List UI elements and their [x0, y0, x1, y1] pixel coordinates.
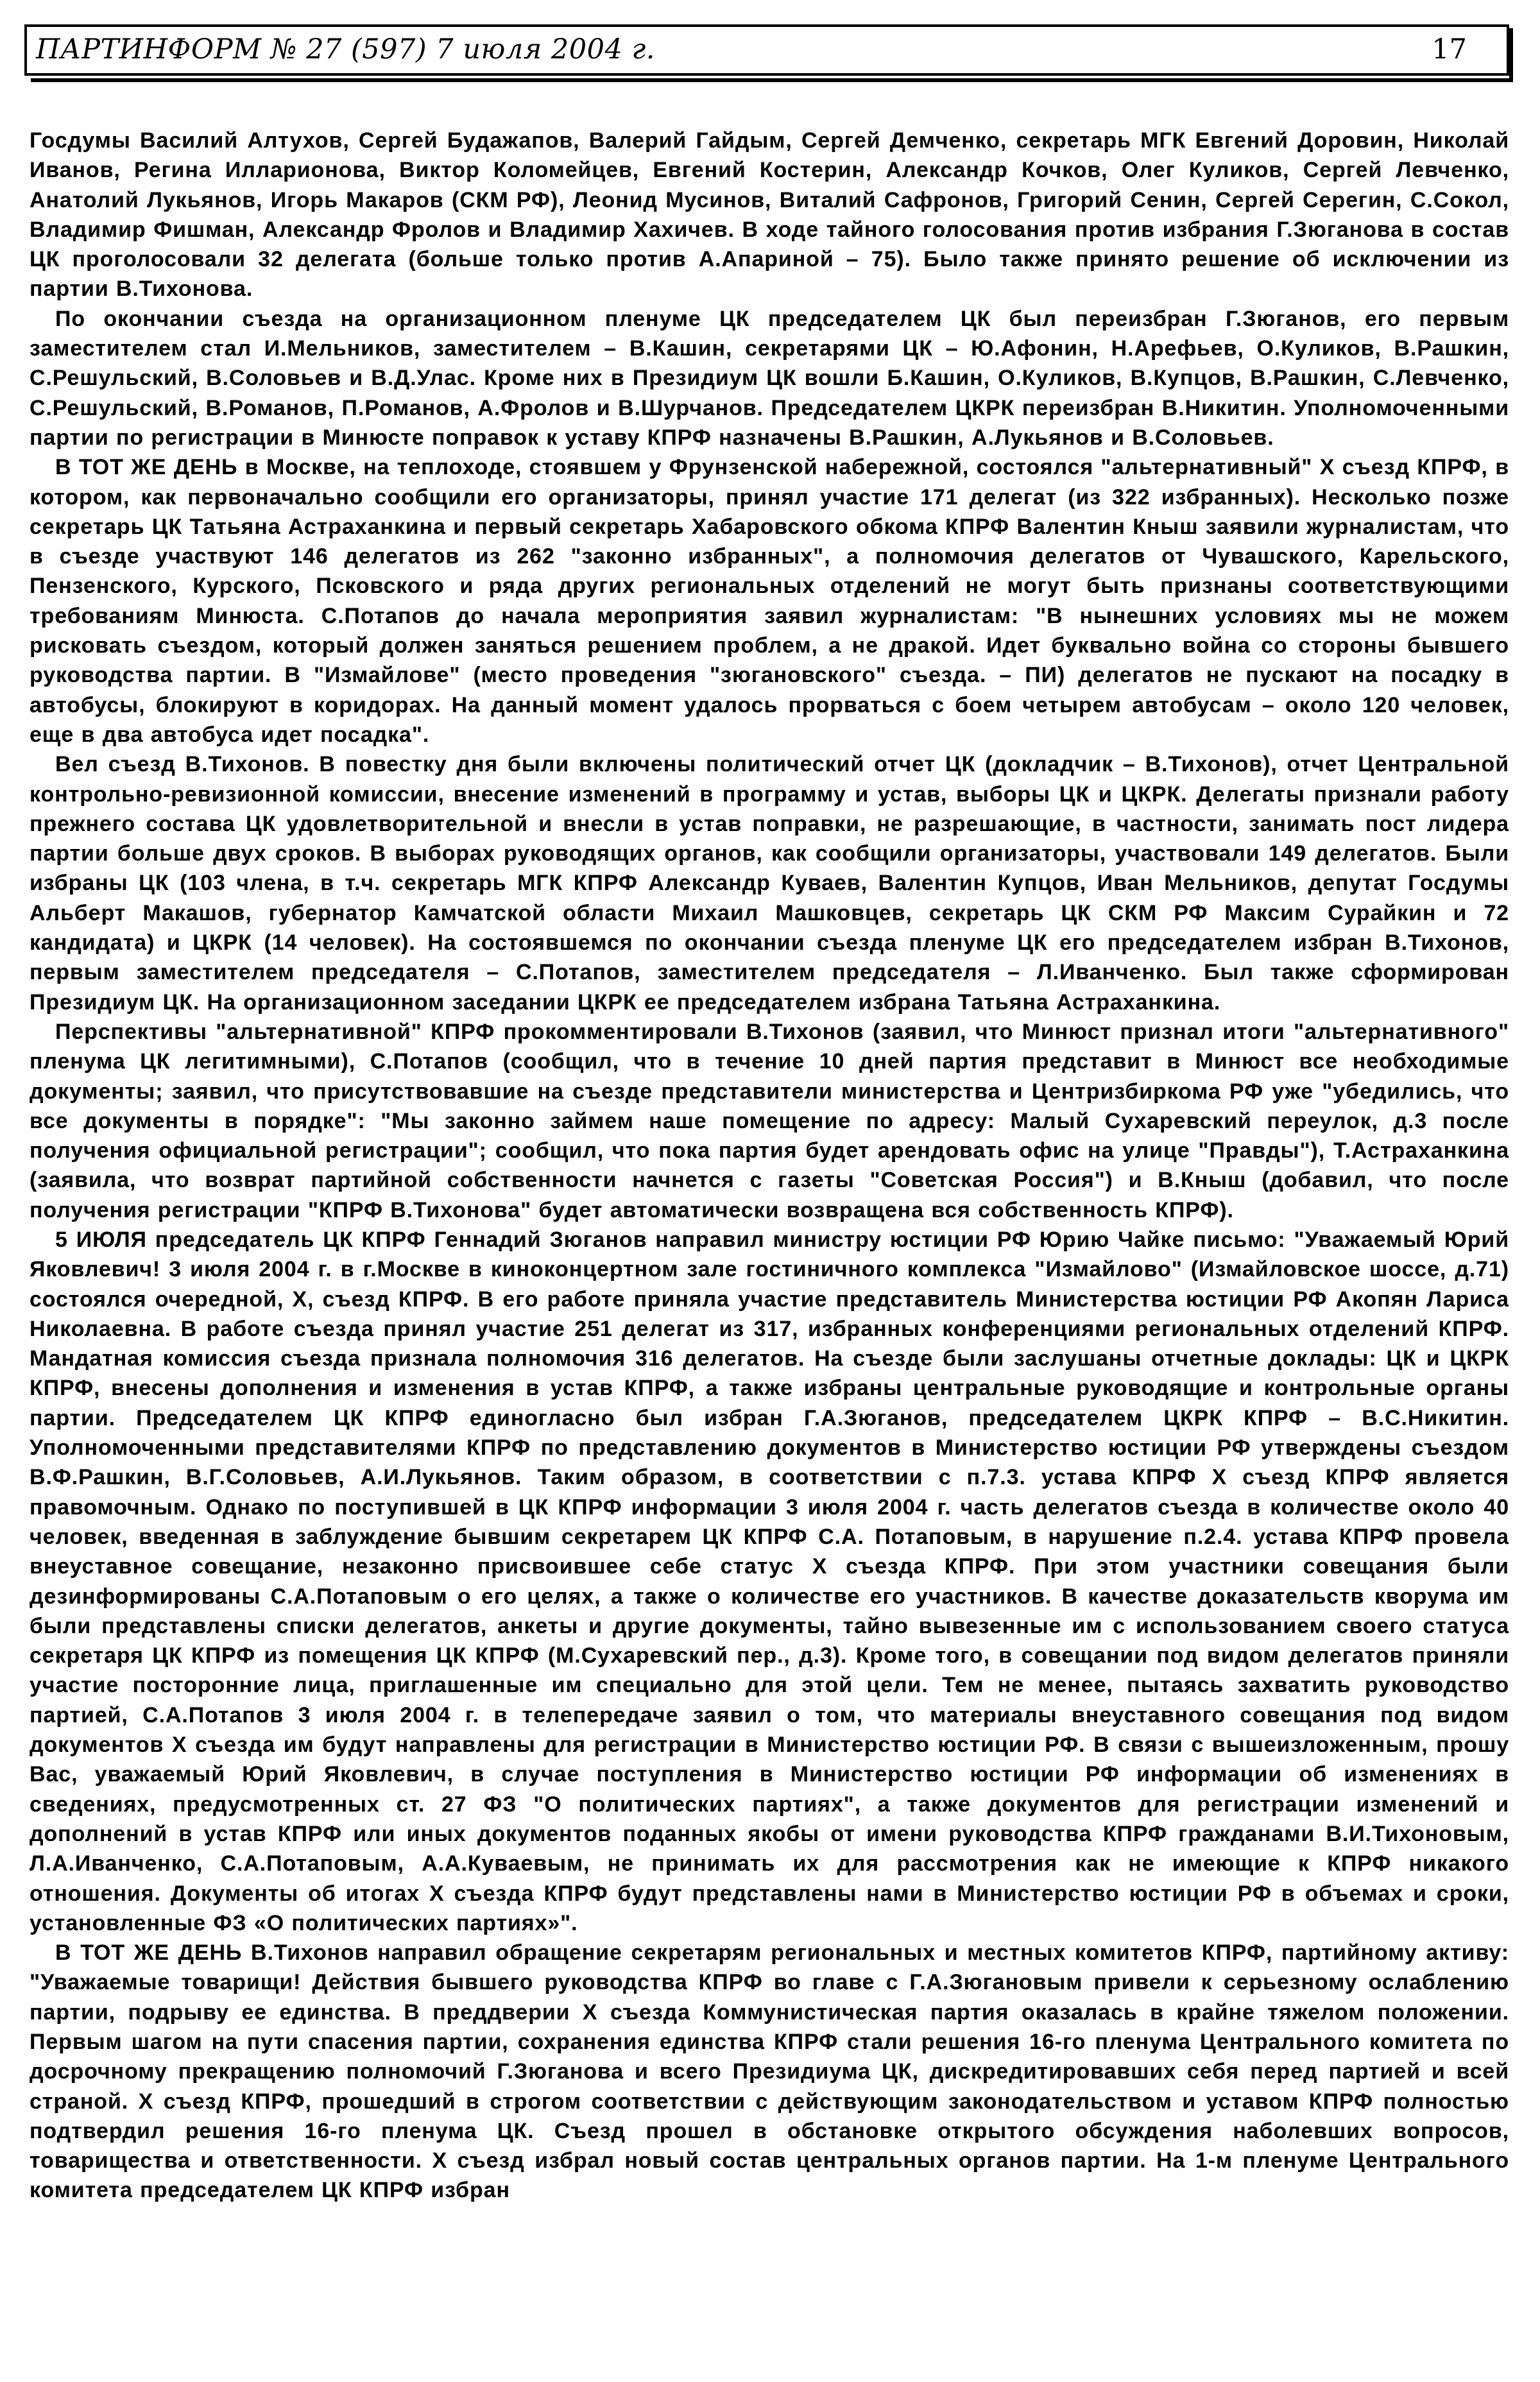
- paragraph-alternative-congress: В ТОТ ЖЕ ДЕНЬ в Москве, на теплоходе, стоявшем у Фрунзенской набережной, состоялся "альтернативный" X съезд КПРФ, в котором, как первоначально сообщили его организаторы, принял участие 171 делегат (из 322 избранных). Несколько позже секретарь ЦК Татьяна Астраханкина и первый секретарь Хабаровского обкома КПРФ Валентин Кныш заявили журналистам, что в съезде участвуют 146 делегатов из 262 "законно избранных", а полномочия делегатов от Чувашского, Карельского, Пензенского, Курского, Псковского и ряда других региональных отделений не могут быть признаны соответствующими требованиям Минюста. С.Потапов до начала мероприятия заявил журналистам: "В нынешних условиях мы не можем рисковать съездом, который должен заняться решением проблем, а не дракой. Идет буквально война со стороны бывшего руководства партии. В "Измайлове" (место проведения "зюгановского" съезда. – ПИ) делегатов не пускают на посадку в автобусы, блокируют в коридорах. На данный момент удалось прорваться с боем четырем автобусам – около 120 человек, еще в два автобуса идет посадка".: [30, 455, 1509, 747]
- paragraph-continuation: Госдумы Василий Алтухов, Сергей Будажапов, Валерий Гайдым, Сергей Демченко, секретарь МГК Евгений Доровин, Николай Иванов, Регина Илларионова, Виктор Коломейцев, Евгений Костерин, Александр Кочков, Олег Куликов, Сергей Левченко, Анатолий Лукьянов, Игорь Макаров (СКМ РФ), Леонид Мусинов, Виталий Сафронов, Григорий Сенин, Сергей Серегин, С.Сокол, Владимир Фишман, Александр Фролов и Владимир Хахичев. В ходе тайного голосования против избрания Г.Зюганова в состав ЦК проголосовали 32 делегата (больше только против А.Апариной – 75). Было также принято решение об исключении из партии В.Тихонова.: [30, 128, 1509, 302]
- article-body: [30, 126, 1509, 2206]
- paragraph-congress-proceedings: Вел съезд В.Тихонов. В повестку дня были включены политический отчет ЦК (докладчик – В.Тихонов), отчет Центральной контрольно-ревизионной комиссии, внесение изменений в программу и устав, выборы ЦК и ЦКРК. Делегаты признали работу прежнего состава ЦК удовлетворительной и внесли в устав поправки, не разрешающие, в частности, занимать пост лидера партии больше двух сроков. В выборах руководящих органов, как сообщили организаторы, участвовали 149 делегатов. Были избраны ЦК (103 члена, в т.ч. секретарь МГК КПРФ Александр Куваев, Валентин Купцов, Иван Мельников, депутат Госдумы Альберт Макашов, губернатор Камчатской области Михаил Машковцев, секретарь ЦК СКМ РФ Максим Сурайкин и 72 кандидата) и ЦКРК (14 человек). На состоявшемся по окончании съезда пленуме ЦК его председателем избран В.Тихонов, первым заместителем председателя – С.Потапов, заместителем председателя – Л.Иванченко. Был также сформирован Президиум ЦК. На организационном заседании ЦКРК ее председателем избрана Татьяна Астраханкина.: [30, 752, 1509, 1015]
- page-header: [24, 24, 1509, 76]
- header-shadow-bottom: [31, 78, 1513, 82]
- paragraph-appeal-to-secretaries: В ТОТ ЖЕ ДЕНЬ В.Тихонов направил обращение секретарям региональных и местных комитетов КПРФ, партийному активу: "Уважаемые товарищи! Действия бывшего руководства КПРФ во главе с Г.А.Зюгановым привели к серьезному ослаблению партии, подрыву ее единства. В преддверии X съезда Коммунистическая партия оказалась в крайне тяжелом положении. Первым шагом на пути спасения партии, сохранения единства КПРФ стали решения 16-го пленума Центрального комитета по досрочному прекращению полномочий Г.Зюганова и всего Президиума ЦК, дискредитировавших себя перед партией и всей страной. X съезд КПРФ, прошедший в строгом соответствии с действующим законодательством и уставом КПРФ полностью подтвердил решения 16-го пленума ЦК. Съезд прошел в обстановке открытого обсуждения наболевших вопросов, товарищества и ответственности. X съезд избрал новый состав центральных органов партии. На 1-м пленуме Центрального комитета председателем ЦК КПРФ избран: [30, 1941, 1509, 2203]
- paragraph-letter-to-minister: 5 ИЮЛЯ председатель ЦК КПРФ Геннадий Зюганов направил министру юстиции РФ Юрию Чайке письмо: "Уважаемый Юрий Яковлевич! 3 июля 2004 г. в г.Москве в киноконцертном зале гостиничного комплекса "Измайлово" (Измайловское шоссе, д.71) состоялся очередной, X, съезд КПРФ. В его работе приняла участие представитель Министерства юстиции РФ Акопян Лариса Николаевна. В работе съезда принял участие 251 делегат из 317, избранных конференциями региональных отделений КПРФ. Мандатная комиссия съезда признала полномочия 316 делегатов. На съезде были заслушаны отчетные доклады: ЦК и ЦКРК КПРФ, внесены дополнения и изменения в устав КПРФ, а также избраны центральные руководящие и контрольные органы партии. Председателем ЦК КПРФ единогласно был избран Г.А.Зюганов, председателем ЦКРК КПРФ – В.С.Никитин. Уполномоченными представителями КПРФ по представлению документов в Министерство юстиции РФ утверждены съездом В.Ф.Рашкин, В.Г.Соловьев, А.И.Лукьянов. Таким образом, в соответствии с п.7.3. устава КПРФ X съезд КПРФ является правомочным. Однако по поступившей в ЦК КПРФ информации 3 июля 2004 г. часть делегатов съезда в количестве около 40 человек, введенная в заблуждение бывшим секретарем ЦК КПРФ С.А. Потаповым, в нарушение п.2.4. устава КПРФ провела внеуставное совещание, незаконно присвоившее себе статус X съезда КПРФ. При этом участники совещания были дезинформированы С.А.Потаповым о его целях, а также о количестве его участников. В качестве доказательств кворума им были представлены списки делегатов, анкеты и другие документы, тайно вывезенные им с использованием своего статуса секретаря ЦК КПРФ из помещения ЦК КПРФ (М.Сухаревский пер., д.3). Кроме того, в совещании под видом делегатов приняли участие посторонние лица, приглашенные им специально для этой цели. Тем не менее, пытаясь захватить руководство партией, С.А.Потапов 3 июля 2004 г. в телепередаче заявил о том, что материалы внеуставного совещания под видом документов X съезда им будут направлены для регистрации в Министерство юстиции РФ. В связи с вышеизложенным, прошу Вас, уважаемый Юрий Яковлевич, в случае поступления в Министерство юстиции РФ информации об изменениях в сведениях, предусмотренных ст. 27 ФЗ "О политических партиях", а также документов для регистрации изменений и дополнений в устав КПРФ или иных документов поданных якобы от имени руководства КПРФ гражданами В.И.Тихоновым, Л.А.Иванченко, С.А.Потаповым, А.А.Куваевым, не принимать их для рассмотрения как не имеющие к КПРФ никакого отношения. Документы об итогах X съезда КПРФ будут представлены нами в Министерство юстиции РФ в объемах и сроки, установленные ФЗ «О политических партиях»".: [30, 1227, 1509, 1935]
- paragraph-plenum: По окончании съезда на организационном пленуме ЦК председателем ЦК был переизбран Г.Зюганов, его первым заместителем стал И.Мельников, заместителем – В.Кашин, секретарями ЦК – Ю.Афонин, Н.Арефьев, О.Куликов, В.Рашкин, С.Решульский, В.Соловьев и В.Д.Улас. Кроме них в Президиум ЦК вошли Б.Кашин, О.Куликов, В.Купцов, В.Рашкин, С.Левченко, С.Решульский, В.Романов, П.Романов, А.Фролов и В.Шурчанов. Председателем ЦКРК переизбран В.Никитин. Уполномоченными партии по регистрации в Минюсте поправок к уставу КПРФ назначены В.Рашкин, А.Лукьянов и В.Соловьев.: [30, 306, 1509, 450]
- publication-title: ПАРТИНФОРМ № 27 (597) 7 июля 2004 г.: [36, 33, 655, 65]
- header-shadow-right: [1509, 28, 1513, 81]
- page-number: 17: [1432, 33, 1467, 65]
- paragraph-perspectives: Перспективы "альтернативной" КПРФ прокомментировали В.Тихонов (заявил, что Минюст признал итоги "альтернативного" пленума ЦК легитимными), С.Потапов (сообщил, что в течение 10 дней партия представит в Минюст все необходимые документы; заявил, что присутствовавшие на съезде представители министерства и Центризбиркома РФ уже "убедились, что все документы в порядке": "Мы законно займем наше помещение по адресу: Малый Сухаревский переулок, д.3 после получения официальной регистрации"; сообщил, что пока партия будет арендовать офис на улице "Правды"), Т.Астраханкина (заявила, что возврат партийной собственности начнется с газеты "Советская Россия") и В.Кныш (добавил, что после получения регистрации "КПРФ В.Тихонова" будет автоматически возвращена вся собственность КПРФ).: [30, 1019, 1509, 1222]
